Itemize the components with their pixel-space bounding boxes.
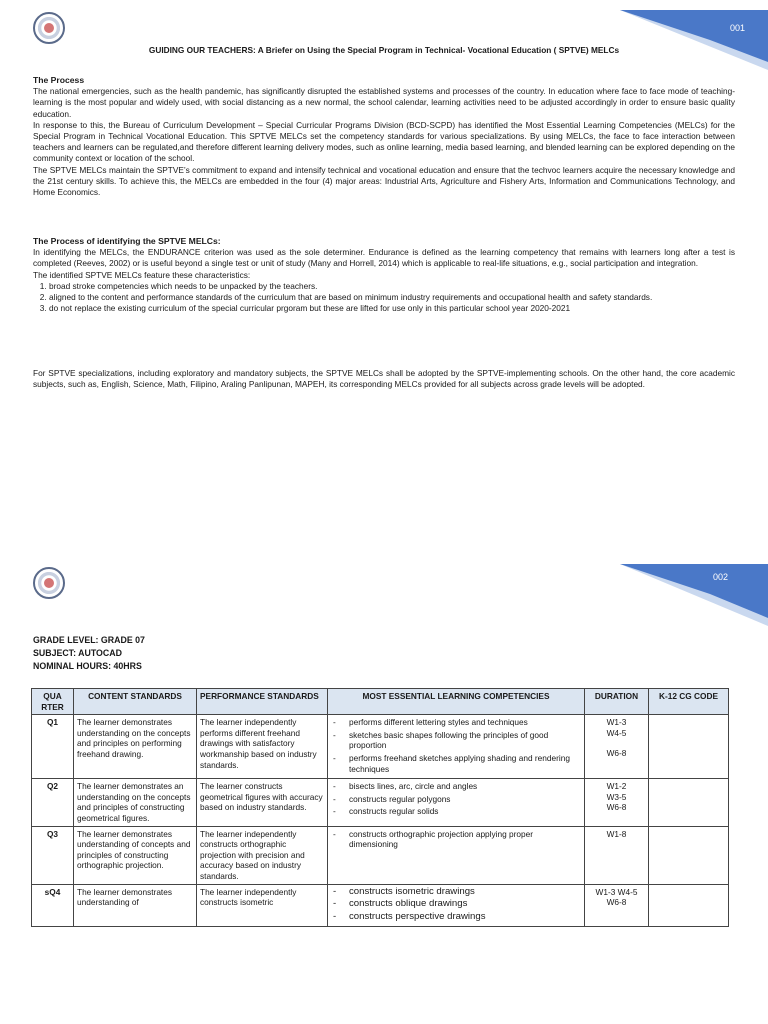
competency-item: - constructs perspective drawings [331,912,581,923]
competencies-cell [328,779,585,826]
header-quarter: QUA RTER [32,689,74,715]
process-paragraph-2: In response to this, the Bureau of Curriculum Development – Special Curricular Programs Division (BCD-SCPD) has identified the Most Essential Learning Competencies (MELCs) for the Special Program in Technical Vocational Education. This SPTVE MELCs set the competency standards for various specializations. By using MELCs, the face to face interaction between teachers and learners can be regulated,and therefore different learning delivery modes, such as online learning, media based learning, and blended learning can be explored depending on the community context or location of the school. [33,119,735,164]
duration-cell [585,779,649,826]
quarter-cell: sQ4 [32,884,74,927]
competencies-cell [328,884,585,927]
competency-item: - constructs regular solids [331,806,581,817]
characteristics-list [33,281,735,315]
document-title: GUIDING OUR TEACHERS: A Briefer on Using the Special Program in Technical- Vocational Education ( SPTVE) MELCs [148,45,620,55]
cg-code-cell [649,826,729,884]
competency-item: - performs different lettering styles and techniques [331,717,581,728]
competency-item: - sketches basic shapes following the principles of good proportion [331,730,581,751]
duration-value: W6-8 [606,748,627,759]
page-number: 001 [730,23,746,33]
competencies-cell [328,826,585,884]
cg-code-cell [649,884,729,927]
closing-paragraph: For SPTVE specializations, including exploratory and mandatory subjects, the SPTVE MELCs shall be adopted by the SPTVE-implementing schools. On the other hand, the core academic subjects, such as, English, Science, Math, Filipino, Araling Panlipunan, MAPEH, its corresponding MELCs provided for all subjects across grade levels will be adopted. [33,368,735,390]
deped-seal-logo [33,567,65,599]
content-standard-cell: The learner demonstrates understanding of concepts and principles of constructing orthographic projection. [74,826,197,884]
process-section [33,75,735,198]
content-standard-cell: The learner demonstrates understanding of [74,884,197,927]
identify-paragraph: In identifying the MELCs, the ENDURANCE criterion was used as the sole determiner. Endurance is defined as the learning competency that remains with learners long after a test is completed (Reeves, 2002) or is useful beyond a single test or unit of study (Many and Horrell, 2014) which is applicable to real-life situations, e.g., social participation and integration. [33,247,735,269]
competency-item: - constructs orthographic projection applying proper dimensioning [331,829,581,850]
header-content-standards: CONTENT STANDARDS [74,689,197,715]
duration-cell [585,715,649,779]
process-heading: The Process [33,75,85,85]
duration-value: W6-8 [606,897,627,908]
duration-cell [585,826,649,884]
melc-table [31,688,729,927]
table-row [32,715,729,779]
page-corner-banner [590,0,768,70]
performance-standard-cell: The learner independently constructs orthographic projection with precision and accuracy based on industry standards. [197,826,328,884]
process-paragraph-1: The national emergencies, such as the health pandemic, has significantly disrupted the established systems and processes of the country. In education where face to face mode of teaching-learning is the most popular and widely used, with social distancing as a new normal, the school calendar, learning activities need to be adjusted accordingly in order to ensure basic quality education. [33,86,735,119]
identify-heading: The Process of identifying the SPTVE MELCs: [33,236,221,246]
process-paragraph-3: The SPTVE MELCs maintain the SPTVE’s commitment to expand and intensify technical and vocational education and ensure that the techvoc learners acquire the necessary knowledge and the 21st century skills. To achieve this, the MELCs are embedded in the four (4) major areas: Industrial Arts, Agriculture and Fishery Arts, Information and Communications Technology, and Home Economics. [33,164,735,198]
quarter-cell: Q2 [32,779,74,826]
header-performance-standards: PERFORMANCE STANDARDS [197,689,328,715]
table-row [32,826,729,884]
content-standard-cell: The learner demonstrates an understanding on the concepts and principles of constructing geometrical figures. [74,779,197,826]
list-item: 2. aligned to the content and performance standards of the curriculum that are based on minimum industry requirements and occupational health and safety standards. [49,292,735,303]
competency-item: - constructs regular polygons [331,794,581,805]
course-meta [33,634,145,673]
list-item: 1. broad stroke competencies which needs to be unpacked by the teachers. [49,281,735,292]
competency-item: - bisects lines, arc, circle and angles [331,781,581,792]
identify-section [33,236,735,314]
duration-value: W1-2 [606,781,627,792]
list-item: 3. do not replace the existing curriculum of the special curricular prgoram but these are lifted for use only in this particular school year 2020-2021 [49,303,735,314]
cg-code-cell [649,715,729,779]
competency-item: - constructs isometric drawings [331,887,581,898]
page-number: 002 [713,572,729,582]
nominal-hours: NOMINAL HOURS: 40HRS [33,661,142,671]
competencies-cell [328,715,585,779]
duration-value: W1-3 W4-5 [595,886,638,897]
page-corner-banner [590,556,768,626]
deped-seal-logo [33,12,65,44]
competency-item: - constructs oblique drawings [331,899,581,910]
duration-value: W1-8 [606,828,627,839]
characteristics-intro: The identified SPTVE MELCs feature these characteristics: [33,269,251,280]
competency-item: - performs freehand sketches applying shading and rendering techniques [331,753,581,774]
content-standard-cell: The learner demonstrates understanding on the concepts and principles on performing freehand drawing. [74,715,197,779]
header-competencies: MOST ESSENTIAL LEARNING COMPETENCIES [328,689,585,715]
closing-section [33,368,735,390]
duration-value: W3-5 [606,791,627,802]
header-cg-code: K-12 CG CODE [649,689,729,715]
performance-standard-cell: The learner independently constructs isometric [197,884,328,927]
duration-cell [585,884,649,927]
duration-value: W1-3 [606,717,627,728]
quarter-cell: Q1 [32,715,74,779]
table-header-row [32,689,729,715]
header-duration: DURATION [585,689,649,715]
duration-value: W4-5 [606,727,627,738]
table-row [32,779,729,826]
performance-standard-cell: The learner independently performs different freehand drawings with satisfactory workmanship based on industry standards. [197,715,328,779]
quarter-cell: Q3 [32,826,74,884]
table-row [32,884,729,927]
cg-code-cell [649,779,729,826]
performance-standard-cell: The learner constructs geometrical figures with accuracy based on industry standards. [197,779,328,826]
duration-value: W6-8 [606,802,627,813]
grade-level: GRADE LEVEL: GRADE 07 [33,635,145,645]
subject: SUBJECT: AUTOCAD [33,648,122,658]
